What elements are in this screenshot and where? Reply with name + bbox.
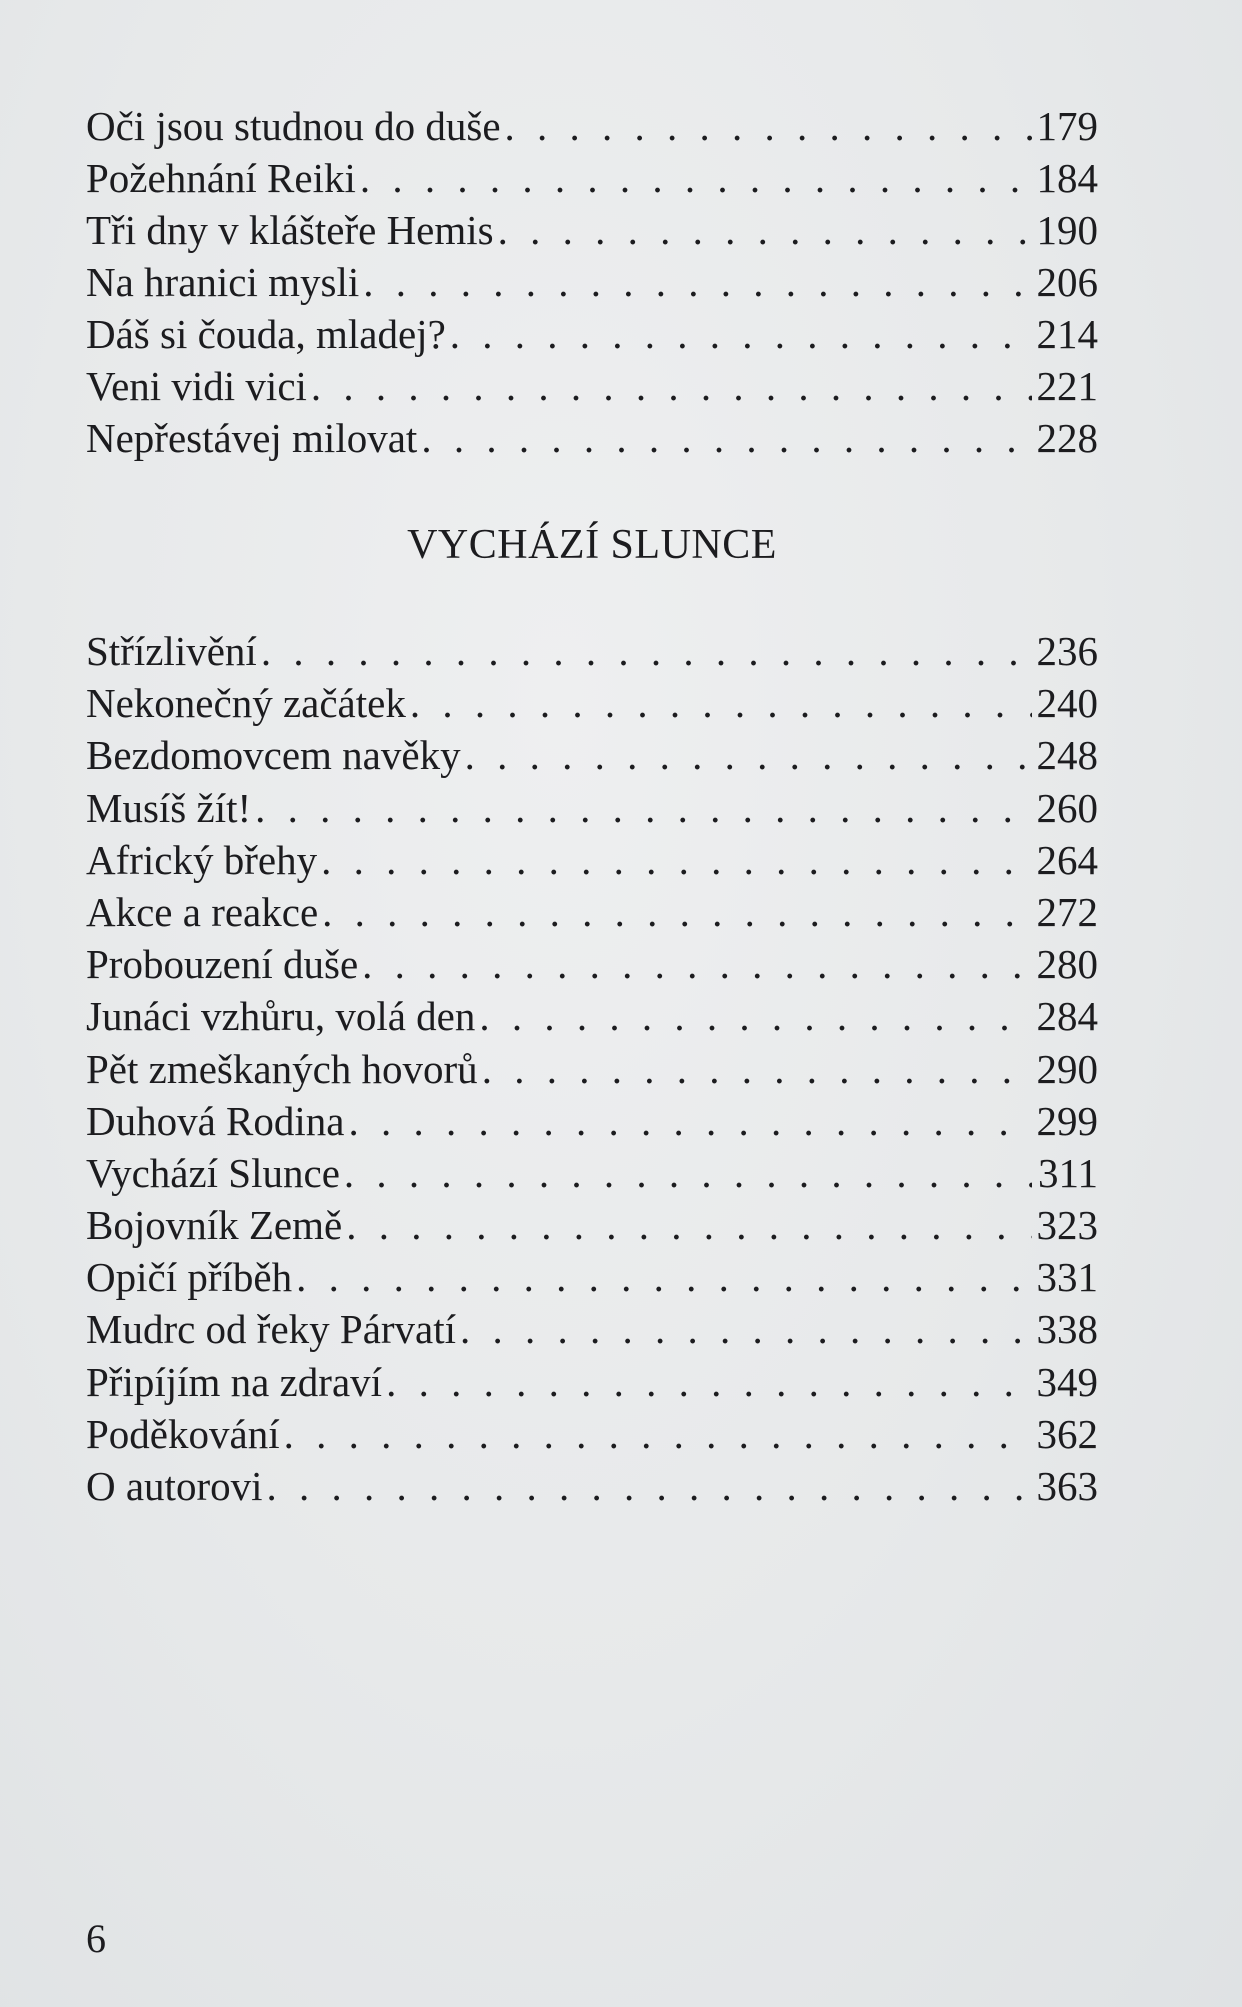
dot-leader <box>359 256 1032 308</box>
toc-entry-title: Na hranici mysli <box>86 259 360 305</box>
toc-entry <box>86 152 1098 204</box>
dot-leader <box>307 360 1032 412</box>
toc-entry <box>86 834 1098 886</box>
toc-entry-title: Probouzení duše <box>86 941 359 988</box>
toc-entry-page: 311 <box>1038 1149 1098 1196</box>
dot-leader <box>501 100 1032 152</box>
toc-entry-title: Duhová Rodina <box>86 1097 345 1144</box>
toc-entry-page: 338 <box>1036 1306 1098 1353</box>
toc-entry-page: 280 <box>1036 941 1098 988</box>
toc-entry-page: 184 <box>1036 155 1098 201</box>
toc-entry-title: Junáci vzhůru, volá den <box>86 993 476 1040</box>
toc-entry <box>86 1460 1098 1512</box>
toc-entry-page: 206 <box>1036 259 1098 305</box>
toc-entry <box>86 729 1098 781</box>
dot-leader <box>257 625 1032 677</box>
toc-entry-page: 179 <box>1036 103 1098 149</box>
dot-leader <box>382 1356 1032 1408</box>
toc-entry <box>86 782 1098 834</box>
toc-entry-page: 240 <box>1036 680 1098 727</box>
toc-entry-title: Tři dny v klášteře Hemis <box>86 207 494 253</box>
toc-entry <box>86 1147 1098 1199</box>
toc-entry-page: 323 <box>1036 1202 1098 1249</box>
toc-entry-title: Africký břehy <box>86 836 318 883</box>
toc-entry-page: 362 <box>1036 1410 1098 1457</box>
page-number: 6 <box>86 1916 106 1961</box>
toc-entry <box>86 1303 1098 1355</box>
toc-entry-page: 331 <box>1036 1254 1098 1301</box>
toc-entry <box>86 256 1098 308</box>
dot-leader <box>280 1408 1032 1460</box>
dot-leader <box>292 1251 1032 1303</box>
toc-entry-title: Veni vidi vici <box>86 363 307 409</box>
dot-leader <box>251 782 1032 834</box>
dot-leader <box>356 152 1032 204</box>
toc-entry-title: Nekonečný začátek <box>86 680 406 727</box>
dot-leader <box>317 834 1032 886</box>
toc-entry-page: 363 <box>1036 1463 1098 1509</box>
section-heading: VYCHÁZÍ SLUNCE <box>407 522 777 568</box>
toc-entry <box>86 204 1098 256</box>
toc-entry-title: Poděkování <box>86 1410 280 1457</box>
toc-entry-title: Dáš si čouda, mladej? <box>86 311 446 357</box>
toc-entry-page: 299 <box>1036 1097 1098 1144</box>
toc-entry-title: Bezdomovcem navěky <box>86 732 461 779</box>
toc-entry <box>86 677 1098 729</box>
toc-list-top <box>86 100 1098 464</box>
dot-leader <box>478 1043 1032 1095</box>
toc-entry-title: Bojovník Země <box>86 1202 343 1249</box>
toc-entry-title: Opičí příběh <box>86 1254 293 1301</box>
toc-entry-page: 349 <box>1036 1358 1098 1405</box>
toc-list-bottom <box>86 625 1098 1512</box>
toc-entry-page: 248 <box>1036 732 1098 779</box>
toc-entry <box>86 360 1098 412</box>
dot-leader <box>494 204 1032 256</box>
toc-entry-title: Pět zmeškaných hovorů <box>86 1045 478 1092</box>
dot-leader <box>340 1147 1032 1199</box>
toc-entry-page: 272 <box>1036 888 1098 935</box>
toc-entry-page: 190 <box>1036 207 1098 253</box>
dot-leader <box>358 938 1032 990</box>
toc-entry <box>86 1043 1098 1095</box>
toc-entry <box>86 1408 1098 1460</box>
toc-entry-page: 284 <box>1036 993 1098 1040</box>
toc-entry-page: 290 <box>1036 1045 1098 1092</box>
toc-entry-page: 236 <box>1036 628 1098 674</box>
toc-entry-title: Oči jsou studnou do duše <box>86 103 501 149</box>
toc-entry-title: Nepřestávej milovat <box>86 415 418 461</box>
toc-entry <box>86 886 1098 938</box>
toc-entry-title: O autorovi <box>86 1463 263 1509</box>
toc-entry-page: 228 <box>1036 415 1098 461</box>
dot-leader <box>406 677 1032 729</box>
toc-entry-page: 221 <box>1036 363 1098 409</box>
toc-entry <box>86 625 1098 677</box>
toc-entry <box>86 990 1098 1042</box>
toc-entry <box>86 100 1098 152</box>
toc-entry-page: 214 <box>1036 311 1098 357</box>
toc-entry-title: Musíš žít! <box>86 784 252 831</box>
toc-entry-title: Mudrc od řeky Párvatí <box>86 1306 457 1353</box>
toc-entry <box>86 1251 1098 1303</box>
toc-entry <box>86 412 1098 464</box>
toc-entry-title: Připíjím na zdraví <box>86 1358 383 1405</box>
dot-leader <box>461 729 1032 781</box>
toc-entry-page: 260 <box>1036 784 1098 831</box>
dot-leader <box>475 990 1032 1042</box>
toc-entry-page: 264 <box>1036 836 1098 883</box>
dot-leader <box>345 1095 1033 1147</box>
toc-entry-title: Požehnání Reiki <box>86 155 356 201</box>
toc-entry <box>86 1199 1098 1251</box>
dot-leader <box>446 308 1032 360</box>
dot-leader <box>263 1460 1033 1512</box>
dot-leader <box>456 1303 1032 1355</box>
toc-entry-title: Vychází Slunce <box>86 1149 340 1196</box>
toc-entry <box>86 308 1098 360</box>
toc-entry-title: Akce a reakce <box>86 888 319 935</box>
toc-entry <box>86 938 1098 990</box>
toc-entry <box>86 1356 1098 1408</box>
dot-leader <box>417 412 1032 464</box>
toc-entry-title: Střízlivění <box>86 628 257 674</box>
dot-leader <box>318 886 1032 938</box>
toc-entry <box>86 1095 1098 1147</box>
dot-leader <box>342 1199 1032 1251</box>
